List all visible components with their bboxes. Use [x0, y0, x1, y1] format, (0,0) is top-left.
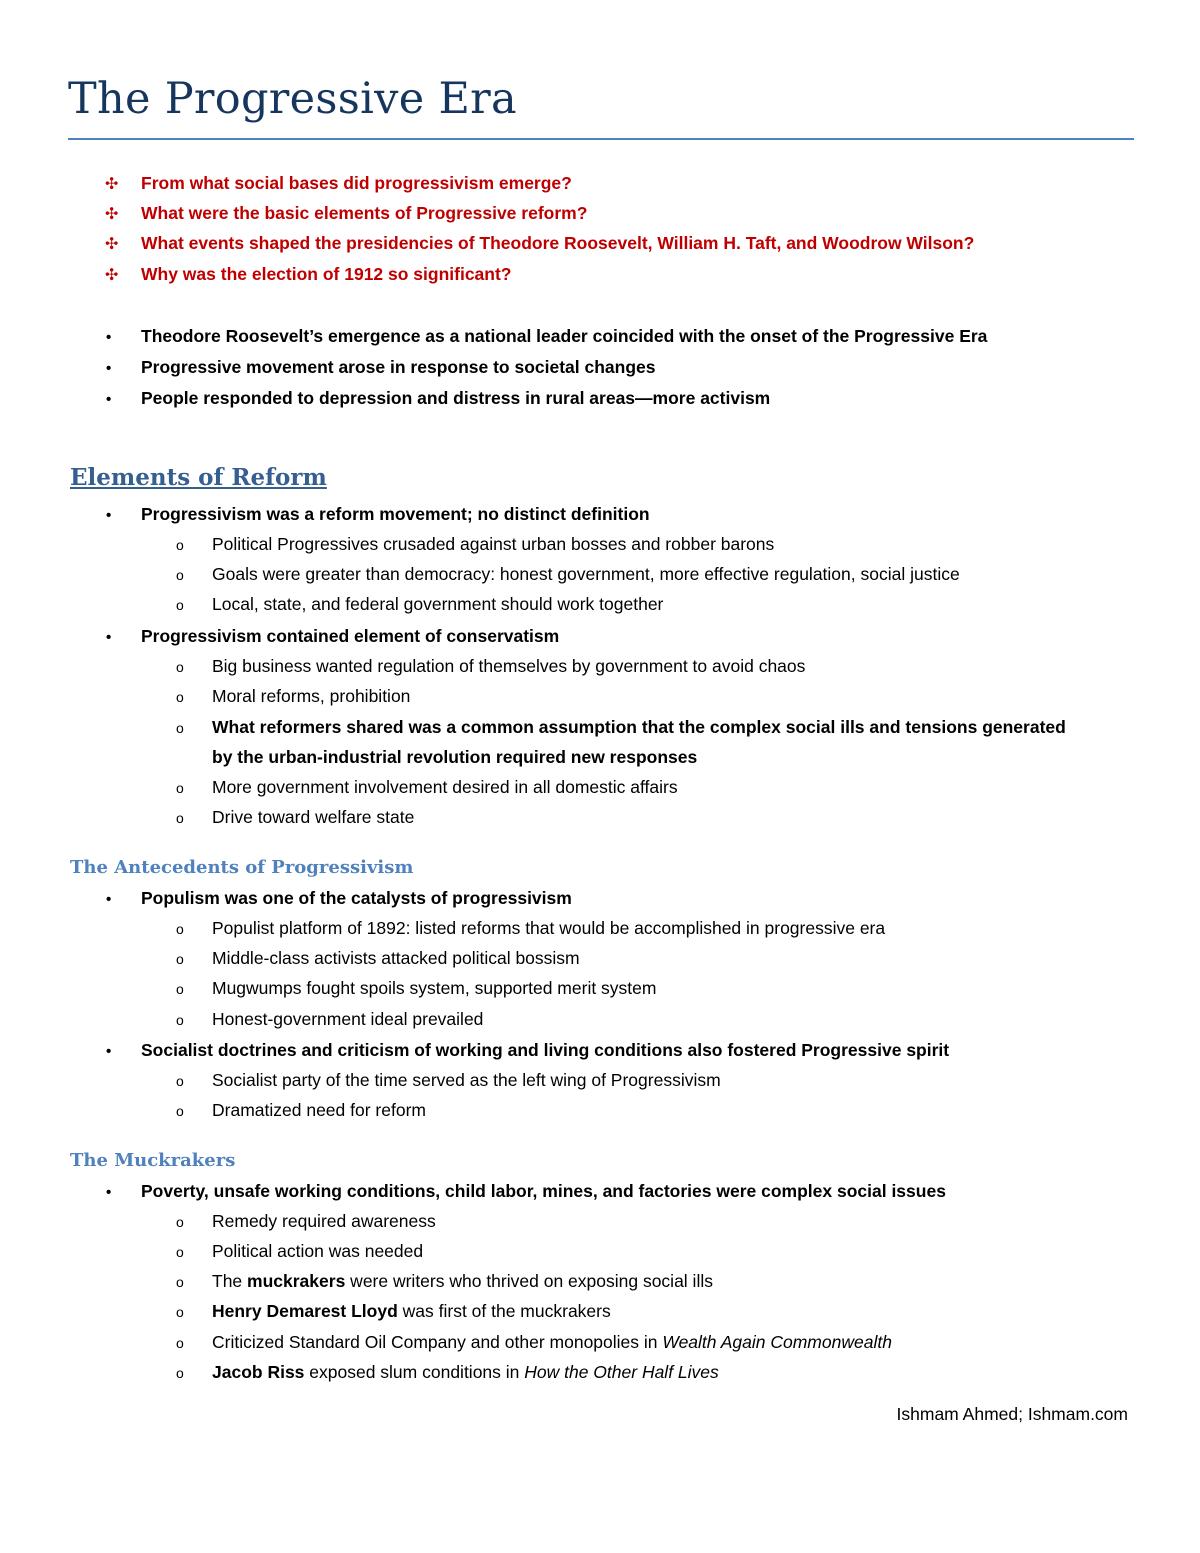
circle-bullet-icon: o	[176, 537, 184, 553]
question-item: ✣ Why was the election of 1912 so significant?	[105, 261, 512, 287]
sub-item: o Socialist party of the time served as the left wing of Progressivism	[176, 1067, 721, 1093]
circle-bullet-icon: o	[176, 597, 184, 613]
sub-item: o What reformers shared was a common assumption that the complex social ills and tensions generated	[176, 714, 1066, 740]
sub-item: o Dramatized need for reform	[176, 1097, 426, 1123]
diamond-star-icon: ✣	[105, 236, 119, 253]
sub-item: o Goals were greater than democracy: honest government, more effective regulation, social justice	[176, 561, 960, 587]
circle-bullet-icon: o	[176, 1214, 184, 1230]
circle-bullet-icon: o	[176, 659, 184, 675]
circle-bullet-icon: o	[176, 951, 184, 967]
sub-item-continuation: by the urban-industrial revolution required new responses	[212, 747, 698, 767]
circle-bullet-icon: o	[176, 1274, 184, 1290]
sub-item: o Criticized Standard Oil Company and other monopolies in Wealth Again Commonwealth	[176, 1329, 892, 1355]
bullet-item: • Populism was one of the catalysts of progressivism	[106, 885, 572, 911]
circle-bullet-icon: o	[176, 1103, 184, 1119]
circle-bullet-icon: o	[176, 810, 184, 826]
diamond-star-icon: ✣	[105, 176, 119, 193]
circle-bullet-icon: o	[176, 1335, 184, 1351]
circle-bullet-icon: o	[176, 1073, 184, 1089]
circle-bullet-icon: o	[176, 1365, 184, 1381]
sub-item: o Drive toward welfare state	[176, 804, 414, 830]
circle-bullet-icon: o	[176, 720, 184, 736]
circle-bullet-icon: o	[176, 981, 184, 997]
sub-item: o Big business wanted regulation of themselves by government to avoid chaos	[176, 653, 805, 679]
sub-item: o Henry Demarest Lloyd was first of the muckrakers	[176, 1298, 611, 1324]
section-heading-elements: Elements of Reform	[70, 464, 327, 491]
sub-item: o Honest-government ideal prevailed	[176, 1006, 483, 1032]
circle-bullet-icon: o	[176, 1012, 184, 1028]
sub-item: o The muckrakers were writers who thrived on exposing social ills	[176, 1268, 713, 1294]
circle-bullet-icon: o	[176, 567, 184, 583]
intro-bullet: • Progressive movement arose in response to societal changes	[106, 354, 656, 380]
sub-item: o Moral reforms, prohibition	[176, 683, 410, 709]
question-item: ✣ What were the basic elements of Progressive reform?	[105, 200, 587, 226]
bullet-icon: •	[106, 1184, 112, 1201]
circle-bullet-icon: o	[176, 921, 184, 937]
sub-item: o Jacob Riss exposed slum conditions in How the Other Half Lives	[176, 1359, 719, 1385]
intro-bullet: • Theodore Roosevelt’s emergence as a national leader coincided with the onset of the Progressive Era	[106, 323, 987, 349]
bullet-item: • Progressivism contained element of conservatism	[106, 623, 559, 649]
bullet-item: • Progressivism was a reform movement; no distinct definition	[106, 501, 650, 527]
page-footer: Ishmam Ahmed; Ishmam.com	[896, 1404, 1128, 1424]
bullet-item: • Poverty, unsafe working conditions, child labor, mines, and factories were complex social issues	[106, 1178, 946, 1204]
sub-item: o Mugwumps fought spoils system, supported merit system	[176, 975, 656, 1001]
page-title: The Progressive Era	[68, 74, 517, 124]
sub-item: o Local, state, and federal government should work together	[176, 591, 663, 617]
question-item: ✣ From what social bases did progressivism emerge?	[105, 170, 572, 196]
bullet-icon: •	[106, 329, 112, 346]
title-divider	[68, 138, 1134, 140]
sub-item: o Middle-class activists attacked political bossism	[176, 945, 580, 971]
circle-bullet-icon: o	[176, 1304, 184, 1320]
bullet-icon: •	[106, 629, 112, 646]
diamond-star-icon: ✣	[105, 267, 119, 284]
bullet-icon: •	[106, 507, 112, 524]
section-heading-muckrakers: The Muckrakers	[70, 1150, 236, 1171]
bullet-item: • Socialist doctrines and criticism of working and living conditions also fostered Progressive spirit	[106, 1037, 949, 1063]
sub-item: o Political action was needed	[176, 1238, 423, 1264]
bullet-icon: •	[106, 360, 112, 377]
circle-bullet-icon: o	[176, 689, 184, 705]
bullet-icon: •	[106, 891, 112, 908]
sub-item: o Political Progressives crusaded against urban bosses and robber barons	[176, 531, 774, 557]
bullet-icon: •	[106, 1043, 112, 1060]
sub-item: o More government involvement desired in all domestic affairs	[176, 774, 678, 800]
diamond-star-icon: ✣	[105, 206, 119, 223]
circle-bullet-icon: o	[176, 1244, 184, 1260]
intro-bullet: • People responded to depression and distress in rural areas—more activism	[106, 385, 770, 411]
sub-item: o Remedy required awareness	[176, 1208, 436, 1234]
question-item: ✣ What events shaped the presidencies of Theodore Roosevelt, William H. Taft, and Woodrow Wilson?	[105, 230, 974, 256]
sub-item: o Populist platform of 1892: listed reforms that would be accomplished in progressive era	[176, 915, 885, 941]
section-heading-antecedents: The Antecedents of Progressivism	[70, 857, 414, 878]
bullet-icon: •	[106, 391, 112, 408]
circle-bullet-icon: o	[176, 780, 184, 796]
